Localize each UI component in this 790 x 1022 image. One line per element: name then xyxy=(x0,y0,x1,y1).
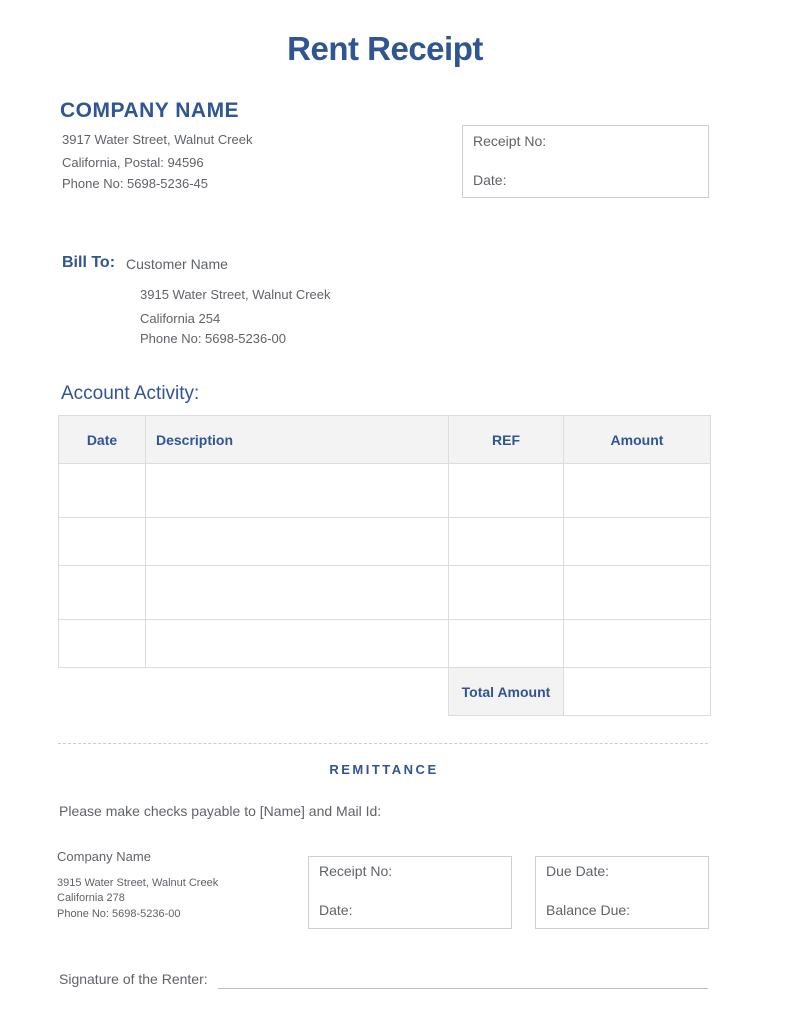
cell-date[interactable] xyxy=(59,518,146,566)
cell-description[interactable] xyxy=(146,566,449,620)
cell-amount[interactable] xyxy=(564,566,711,620)
remittance-phone: Phone No: 5698-5236-00 xyxy=(57,908,181,920)
table-row xyxy=(59,566,711,620)
cell-date[interactable] xyxy=(59,464,146,518)
total-amount-label: Total Amount xyxy=(449,668,564,716)
company-phone: Phone No: 5698-5236-45 xyxy=(62,176,209,191)
receipt-info-box xyxy=(462,125,709,198)
customer-phone: Phone No: 5698-5236-00 xyxy=(140,331,287,346)
column-header-amount: Amount xyxy=(564,416,711,464)
signature-line[interactable] xyxy=(218,988,708,989)
receipt-date-label: Date: xyxy=(473,172,507,188)
total-row xyxy=(59,668,711,716)
table-row xyxy=(59,464,711,518)
company-name: COMPANY NAME xyxy=(60,99,240,122)
cell-ref[interactable] xyxy=(449,518,564,566)
cell-date[interactable] xyxy=(59,620,146,668)
cell-amount[interactable] xyxy=(564,518,711,566)
due-date-label: Due Date: xyxy=(546,863,610,879)
account-activity-table xyxy=(58,415,711,716)
column-header-ref: REF xyxy=(449,416,564,464)
remittance-receipt-box xyxy=(308,856,512,929)
table-row xyxy=(59,518,711,566)
bill-to-label: Bill To: xyxy=(62,254,116,271)
remittance-instructions: Please make checks payable to [Name] and Mail Id: xyxy=(59,803,382,819)
cell-date[interactable] xyxy=(59,566,146,620)
cell-description[interactable] xyxy=(146,620,449,668)
cell-amount[interactable] xyxy=(564,620,711,668)
tear-off-divider xyxy=(58,743,708,744)
cell-description[interactable] xyxy=(146,518,449,566)
cell-amount[interactable] xyxy=(564,464,711,518)
receipt-no-label: Receipt No: xyxy=(473,133,547,149)
column-header-description: Description xyxy=(146,416,449,464)
column-header-date: Date xyxy=(59,416,146,464)
signature-label: Signature of the Renter: xyxy=(59,971,208,987)
company-address-line1: 3917 Water Street, Walnut Creek xyxy=(62,132,253,147)
remittance-company-name: Company Name xyxy=(57,849,151,864)
cell-ref[interactable] xyxy=(449,566,564,620)
balance-due-label: Balance Due: xyxy=(546,902,631,918)
cell-description[interactable] xyxy=(146,464,449,518)
table-header-row xyxy=(59,416,711,464)
total-amount-value[interactable] xyxy=(564,668,711,716)
remittance-date-label: Date: xyxy=(319,902,353,918)
cell-ref[interactable] xyxy=(449,620,564,668)
remittance-address-line2: California 278 xyxy=(57,892,125,904)
remittance-address-line1: 3915 Water Street, Walnut Creek xyxy=(57,877,219,889)
company-address-line2: California, Postal: 94596 xyxy=(62,155,204,170)
empty-cell xyxy=(146,668,449,716)
page-title: Rent Receipt xyxy=(287,30,483,67)
remittance-receipt-no-label: Receipt No: xyxy=(319,863,393,879)
account-activity-heading: Account Activity: xyxy=(61,383,200,404)
table-row xyxy=(59,620,711,668)
cell-ref[interactable] xyxy=(449,464,564,518)
customer-address-line2: California 254 xyxy=(140,311,221,326)
customer-name: Customer Name xyxy=(126,256,228,272)
remittance-heading: REMITTANCE xyxy=(329,762,439,777)
remittance-due-box xyxy=(535,856,709,929)
empty-cell xyxy=(59,668,146,716)
customer-address-line1: 3915 Water Street, Walnut Creek xyxy=(140,287,331,302)
